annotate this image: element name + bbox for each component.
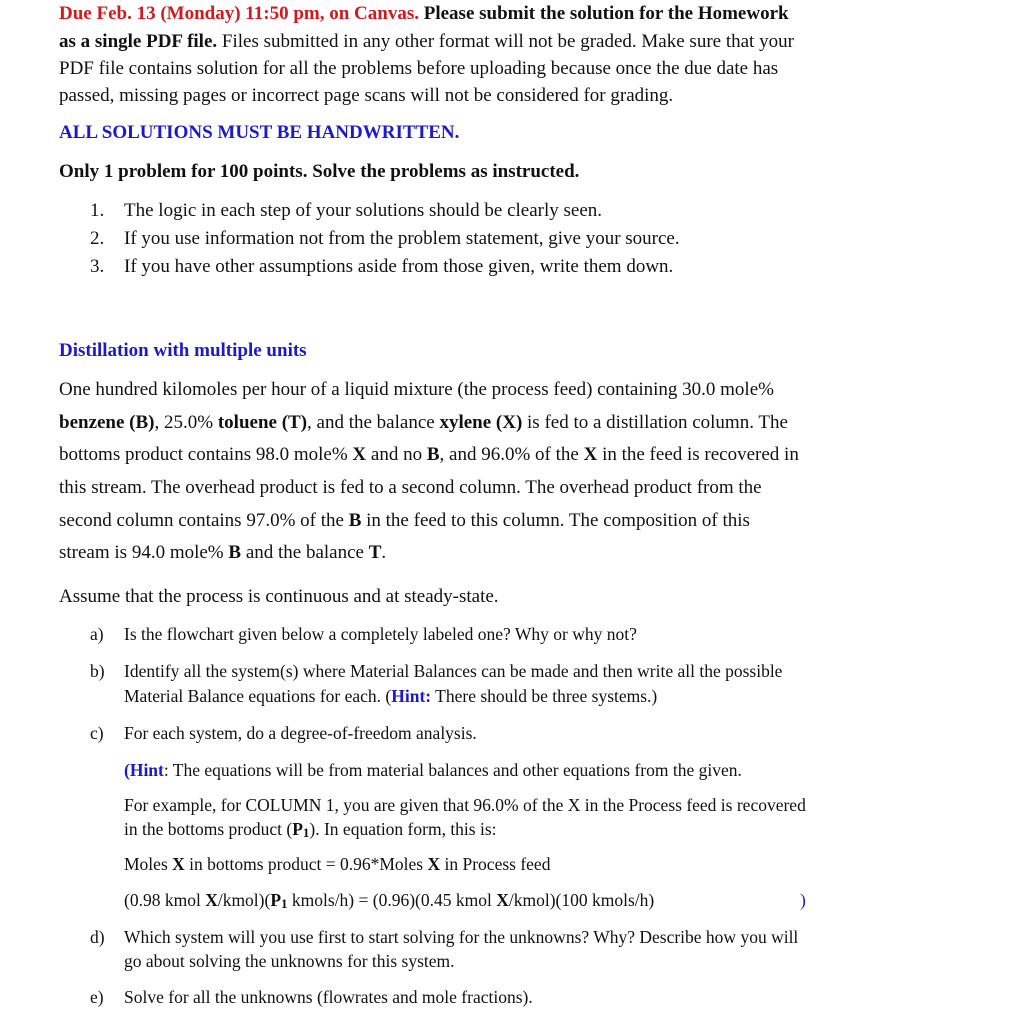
format-warning: Files submitted in any other format will not be graded. Make sure that your [217, 31, 794, 52]
submit-instruction-bold: Please submit the solution for the Homework [418, 3, 789, 24]
question-b-text-2: Material Balance equations for each. (Hint: There should be three systems.) [124, 686, 658, 706]
handwritten-notice: ALL SOLUTIONS MUST BE HANDWRITTEN. [59, 122, 460, 143]
hint-label: Hint: [391, 686, 432, 706]
question-c-hint: (Hint: The equations will be from material balances and other equations from the given. [124, 760, 742, 780]
hint-closing-paren: ) [800, 890, 806, 910]
problem-line-1: One hundred kilomoles per hour of a liquid mixture (the process feed) containing 30.0 mole% [59, 379, 774, 400]
problem-line-2: benzene (B), 25.0% toluene (T), and the balance xylene (X) is fed to a distillation column. The [59, 412, 788, 433]
due-date: Due Feb. 13 (Monday) 11:50 pm, on Canvas. [59, 3, 419, 24]
submit-format-line [59, 31, 794, 53]
problem-line-3: bottoms product contains 98.0 mole% X and no B, and 96.0% of the X in the feed is recovered in [59, 444, 799, 465]
problem-line-6: stream is 94.0 mole% B and the balance T. [59, 542, 387, 563]
missing-pages-line: passed, missing pages or incorrect page scans will not be considered for grading. [59, 85, 674, 106]
question-c-example-2: in the bottoms product (P1). In equation form, this is: [124, 819, 497, 840]
problem-line-5: second column contains 97.0% of the B in the feed to this column. The composition of this [59, 510, 750, 531]
instruction-text-2: If you use information not from the problem statement, give your source. [124, 228, 680, 249]
instruction-number-2: 2. [90, 228, 105, 249]
assumption-line: Assume that the process is continuous and at steady-state. [59, 586, 499, 607]
question-a-text: Is the flowchart given below a completely labeled one? Why or why not? [124, 624, 637, 644]
question-c-equation-numeric: (0.98 kmol X/kmol)(P1 kmols/h) = (0.96)(0.45 kmol X/kmol)(100 kmols/h) [124, 890, 655, 911]
section-title: Distillation with multiple units [59, 340, 307, 361]
problem-line-4: this stream. The overhead product is fed to a second column. The overhead product from the [59, 477, 762, 498]
question-b-text-1: Identify all the system(s) where Material Balances can be made and then write all the possible [124, 661, 783, 681]
due-date-line [59, 3, 789, 25]
instruction-text-1: The logic in each step of your solutions should be clearly seen. [124, 200, 603, 221]
question-e-label: e) [90, 987, 104, 1007]
question-b-label: b) [90, 661, 105, 681]
question-a-label: a) [90, 624, 104, 644]
question-d-text-2: go about solving the unknowns for this system. [124, 951, 455, 971]
question-c-text: For each system, do a degree-of-freedom analysis. [124, 723, 477, 743]
question-c-example-1: For example, for COLUMN 1, you are given that 96.0% of the X in the Process feed is recovered [124, 795, 806, 815]
question-e-text: Solve for all the unknowns (flowrates and mole fractions). [124, 987, 533, 1007]
question-c-equation-words: Moles X in bottoms product = 0.96*Moles X in Process feed [124, 854, 551, 874]
instruction-number-1: 1. [90, 200, 105, 221]
pdf-contents-line: PDF file contains solution for all the problems before uploading because once the due date has [59, 58, 779, 79]
question-c-label: c) [90, 723, 104, 743]
instruction-number-3: 3. [90, 256, 105, 277]
question-d-label: d) [90, 927, 105, 947]
instruction-text-3: If you have other assumptions aside from those given, write them down. [124, 256, 674, 277]
single-pdf-bold: as a single PDF file. [59, 31, 218, 52]
question-d-text-1: Which system will you use first to start solving for the unknowns? Why? Describe how you will [124, 927, 799, 947]
problem-count-line: Only 1 problem for 100 points. Solve the problems as instructed. [59, 161, 580, 182]
